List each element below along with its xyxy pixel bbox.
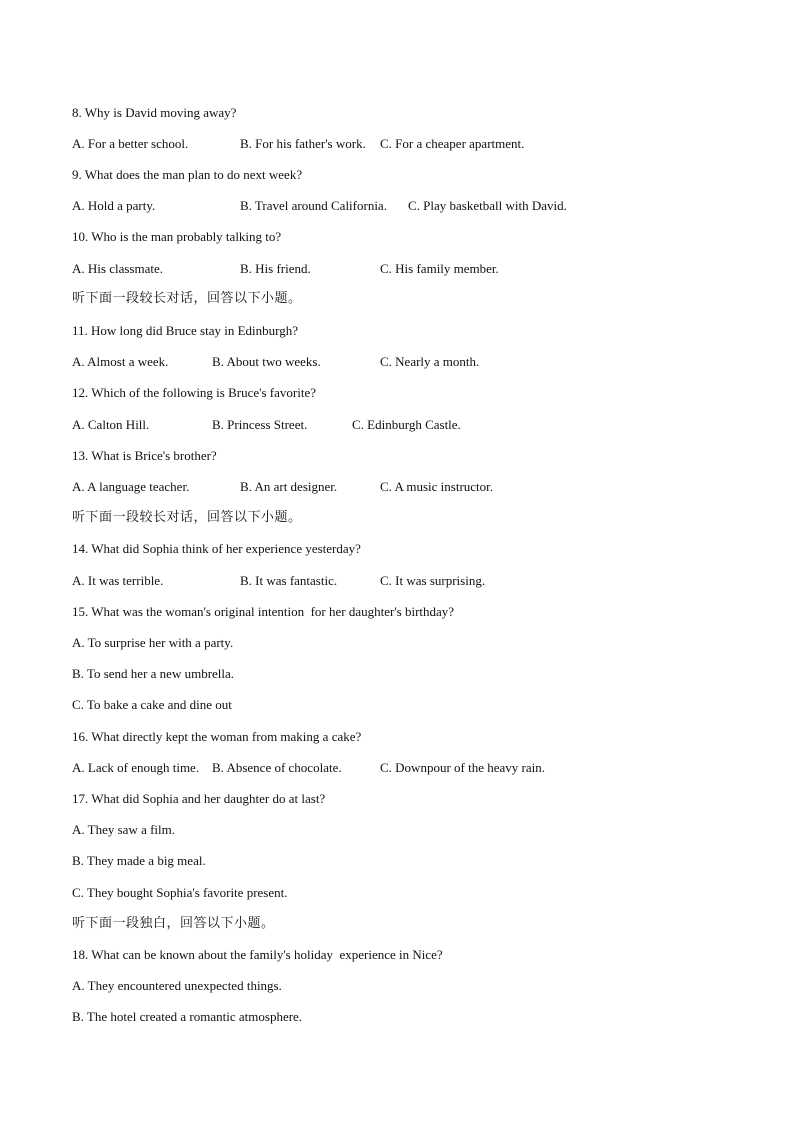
option-b: B. To send her a new umbrella.	[72, 666, 235, 681]
option-b: B. His friend.	[240, 261, 311, 276]
option-c: C. His family member.	[380, 261, 499, 276]
option-b: B. Travel around California.	[240, 198, 387, 213]
option-a: A. For a better school.	[72, 136, 189, 151]
option-c: C. Nearly a month.	[380, 354, 480, 369]
question-9: 9. What does the man plan to do next week?	[72, 167, 303, 182]
option-b: B. They made a big meal.	[72, 853, 206, 868]
option-c: C. For a cheaper apartment.	[380, 136, 525, 151]
section-instruction: 听下面一段较长对话，回答以下小题。	[72, 291, 302, 306]
question-11: 11. How long did Bruce stay in Edinburgh?	[72, 323, 299, 338]
option-b: B. Absence of chocolate.	[212, 760, 342, 775]
option-a: A. Calton Hill.	[72, 417, 150, 432]
option-c: C. It was surprising.	[380, 573, 486, 588]
option-a: A. Lack of enough time.	[72, 760, 200, 775]
option-b: B. An art designer.	[240, 479, 338, 494]
option-a: A. Hold a party.	[72, 198, 156, 213]
option-a: A. A language teacher.	[72, 479, 190, 494]
option-a: A. To surprise her with a party.	[72, 635, 234, 650]
question-16: 16. What directly kept the woman from making a cake?	[72, 729, 362, 744]
option-a: A. They encountered unexpected things.	[72, 978, 282, 993]
option-c: C. To bake a cake and dine out	[72, 697, 232, 712]
option-a: A. It was terrible.	[72, 573, 164, 588]
section-instruction: 听下面一段独白，回答以下小题。	[72, 916, 275, 931]
option-a: A. His classmate.	[72, 261, 163, 276]
question-13: 13. What is Brice's brother?	[72, 448, 217, 463]
section-instruction: 听下面一段较长对话，回答以下小题。	[72, 510, 302, 525]
question-8: 8. Why is David moving away?	[72, 105, 237, 120]
question-17: 17. What did Sophia and her daughter do at last?	[72, 791, 326, 806]
option-b: B. For his father's work.	[240, 136, 366, 151]
option-a: A. Almost a week.	[72, 354, 169, 369]
option-c: C. They bought Sophia's favorite present.	[72, 885, 288, 900]
option-a: A. They saw a film.	[72, 822, 176, 837]
question-12: 12. Which of the following is Bruce's favorite?	[72, 385, 316, 400]
option-b: B. Princess Street.	[212, 417, 308, 432]
option-b: B. About two weeks.	[212, 354, 321, 369]
question-10: 10. Who is the man probably talking to?	[72, 229, 282, 244]
question-15: 15. What was the woman's original intention for her daughter's birthday?	[72, 604, 455, 619]
question-14: 14. What did Sophia think of her experience yesterday?	[72, 541, 361, 556]
question-18: 18. What can be known about the family's holiday experience in Nice?	[72, 947, 443, 962]
option-c: C. Downpour of the heavy rain.	[380, 760, 545, 775]
option-c: C. A music instructor.	[380, 479, 494, 494]
option-b: B. It was fantastic.	[240, 573, 338, 588]
option-c: C. Edinburgh Castle.	[352, 417, 461, 432]
option-b: B. The hotel created a romantic atmosphere.	[72, 1009, 303, 1024]
option-c: C. Play basketball with David.	[408, 198, 567, 213]
